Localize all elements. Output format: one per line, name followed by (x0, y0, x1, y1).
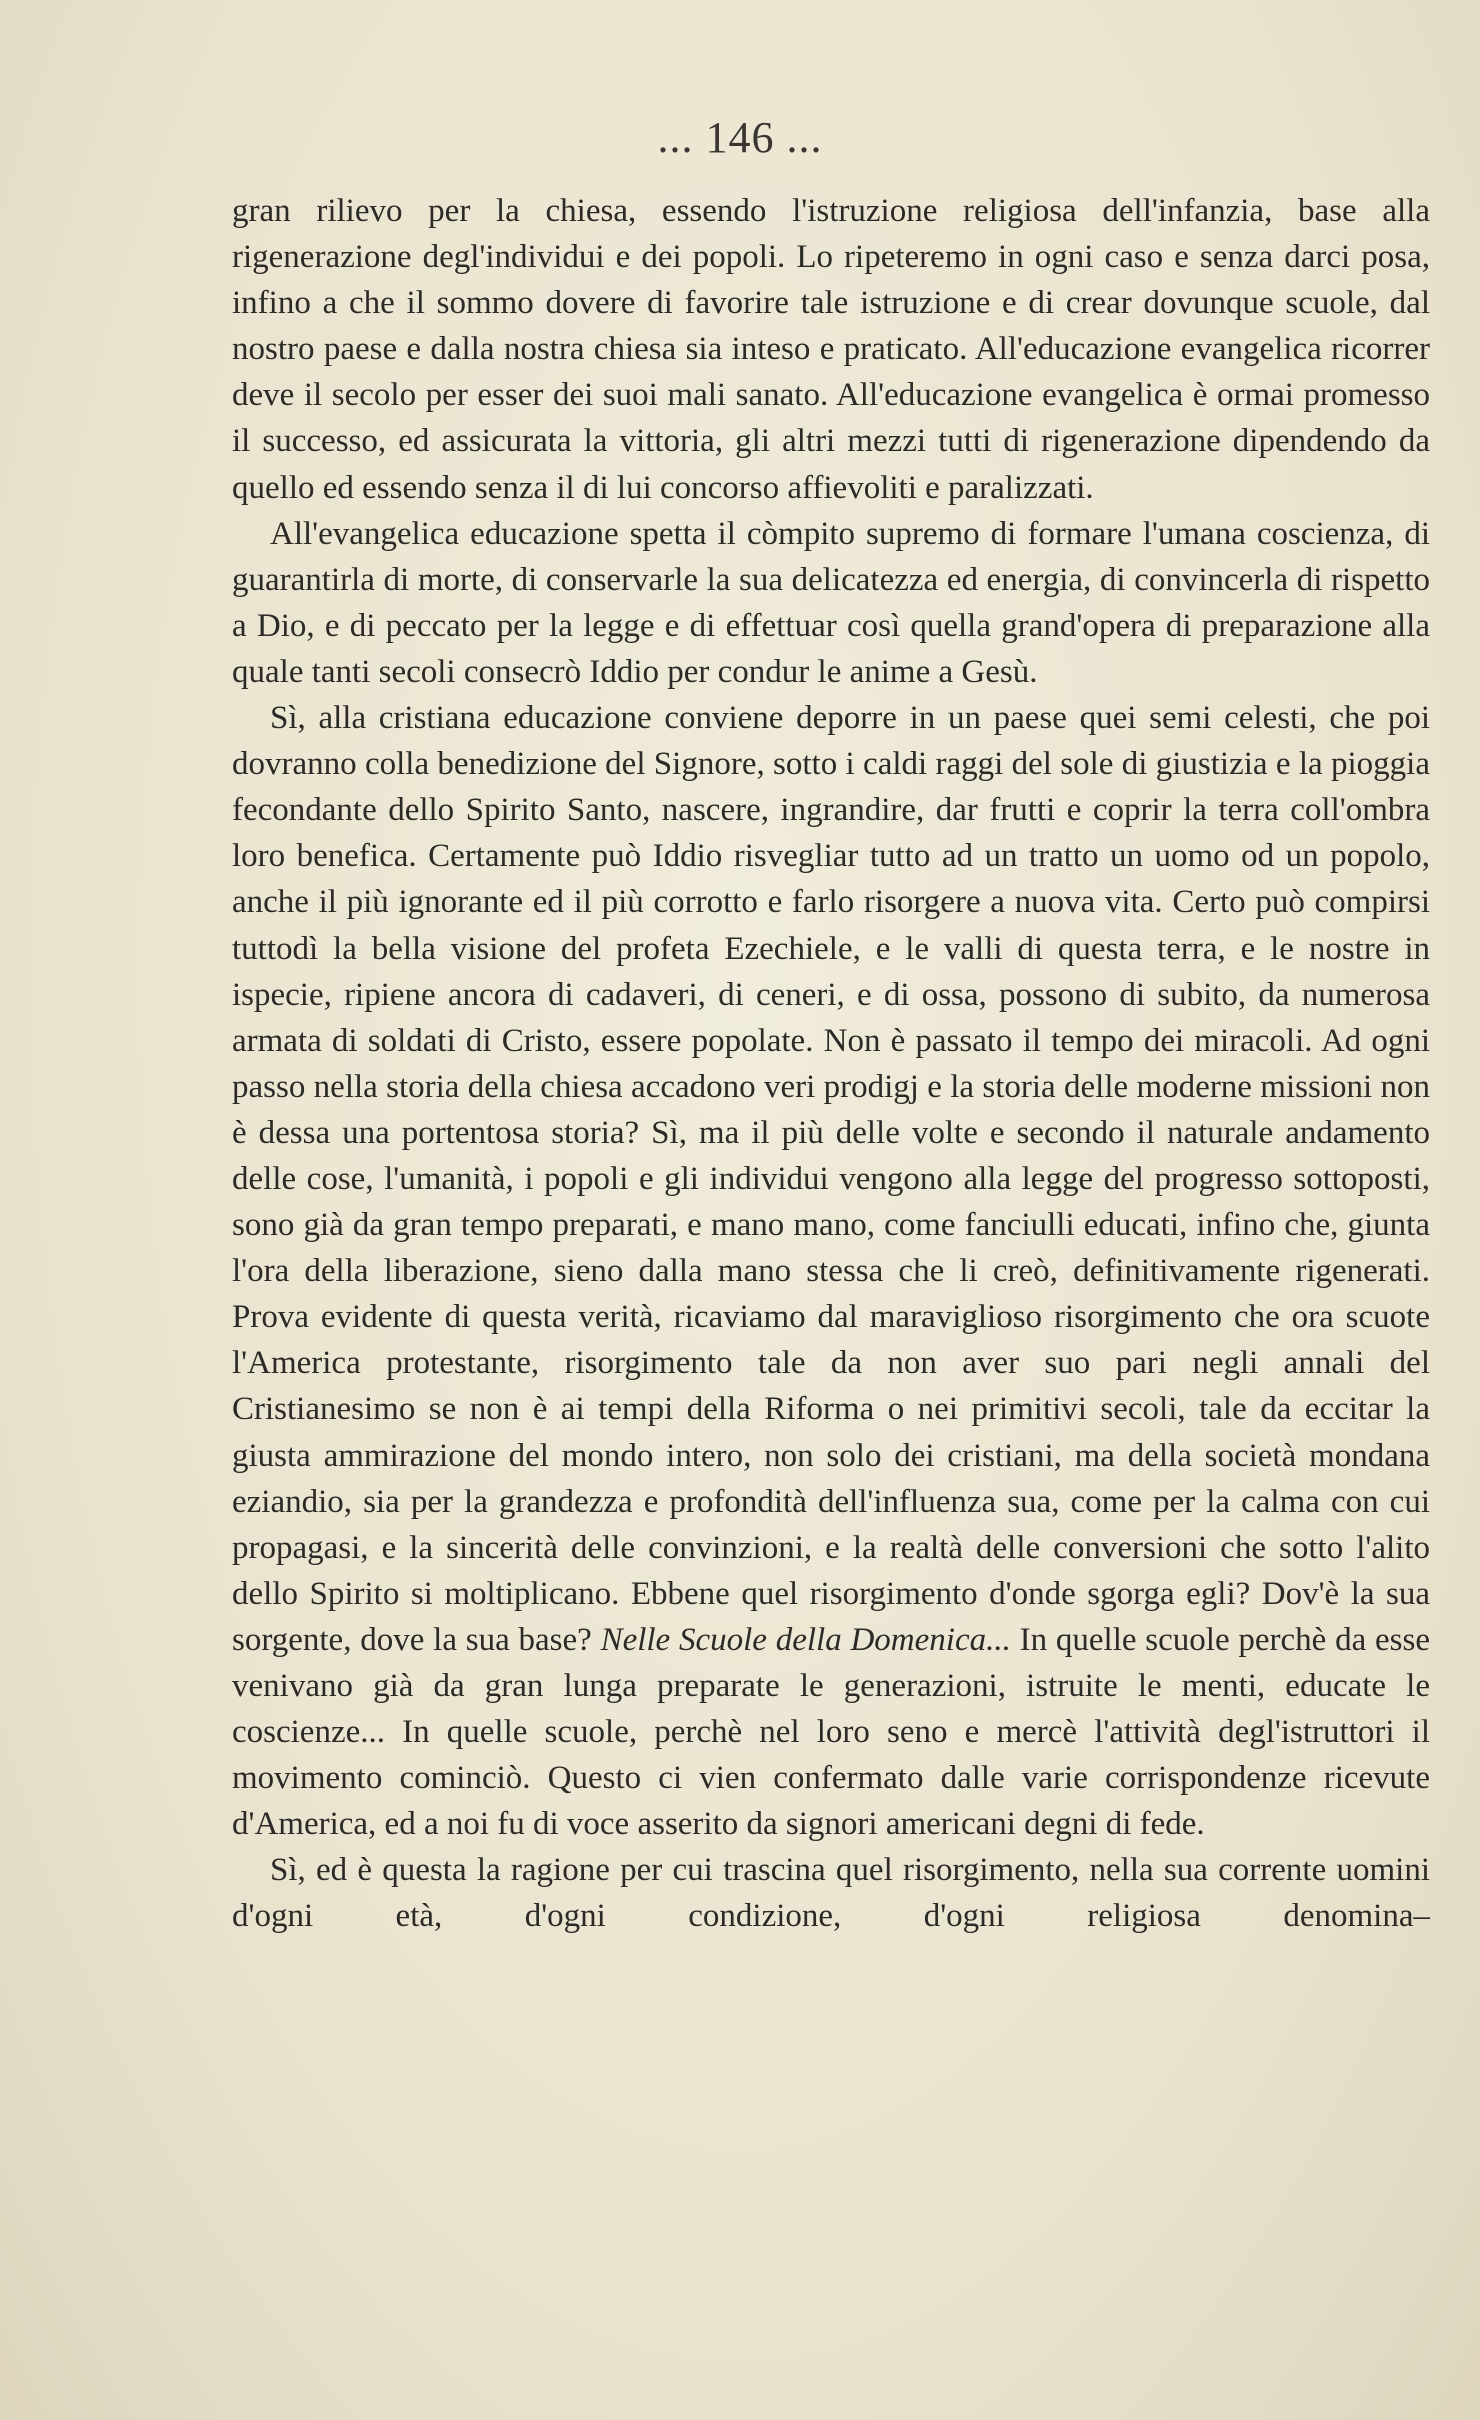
paragraph-text: gran rilievo per la chiesa, essendo l'istruzione religiosa dell'infanzia, base alla rigenerazione degl'individui e dei popoli. Lo ripeteremo in ogni caso e senza darci posa, infino a che il sommo dovere di favorire tale istruzione e di crear dovunque scuole, dal nostro paese e dalla nostra chiesa sia inteso e praticato. All'educazione evangelica ricorrer deve il secolo per esser dei suoi mali sanato. All'educazione evangelica è ormai promesso il successo, ed assicurata la vittoria, gli altri mezzi tutti di rigenerazione dipendendo da quello ed essendo senza il di lui concorso affievoliti e paralizzati. (232, 193, 1430, 506)
paragraph-text: In quelle scuole perchè da esse venivano già da gran lunga preparate le generazioni, istruite le menti, educate le coscienze... In quelle scuole, perchè nel loro seno e mercè l'attività degl'istruttori il movimento cominciò. Questo ci vien confermato dalle varie corrispondenze ricevute d'America, ed a noi fu di voce asserito da signori americani degni di fede. (232, 1621, 1430, 1843)
paragraph (232, 695, 1430, 1847)
italic-emphasis: Nelle Scuole della Domenica... (600, 1621, 1011, 1658)
page-number: ... 146 ... (657, 113, 823, 162)
paragraph-text: Sì, alla cristiana educazione conviene deporre in un paese quei semi celesti, che poi dovranno colla benedizione del Signore, sotto i caldi raggi del sole di giustizia e la pioggia fecondante dello Spirito Santo, nascere, ingrandire, dar frutti e coprir la terra coll'ombra loro benefica. Certamente può Iddio risvegliar tutto ad un tratto un uomo od un popolo, anche il più ignorante ed il più corrotto e farlo risorgere a nuova vita. Certo può compirsi tuttodì la bella visione del profeta Ezechiele, e le valli di questa terra, e le nostre in ispecie, ripiene ancora di cadaveri, di ceneri, e di ossa, possono di subito, da numerosa armata di soldati di Cristo, essere popolate. Non è passato il tempo dei miracoli. Ad ogni passo nella storia della chiesa accadono veri prodigj e la storia delle moderne missioni non è dessa una portentosa storia? Sì, ma il più delle volte e secondo il naturale andamento delle cose, l'umanità, i popoli e gli individui vengono alla legge del progresso sottoposti, sono già da gran tempo preparati, e mano mano, come fanciulli educati, infino che, giunta l'ora della liberazione, sieno dalla mano stessa che li creò, definitivamente rigenerati. Prova evidente di questa verità, ricaviamo dal maraviglioso risorgimento che ora scuote l'America protestante, risorgimento tale da non aver suo pari negli annali del Cristianesimo se non è ai tempi della Riforma o nei primitivi secoli, tale da eccitar la giusta ammirazione del mondo intero, non solo dei cristiani, ma della società mondana eziandio, sia per la grandezza e profondità dell'influenza sua, come per la calma con cui propagasi, e la sincerità delle convinzioni, e la realtà delle conversioni che sotto l'alito dello Spirito si moltiplicano. Ebbene quel risorgimento d'onde sgorga egli? Dov'è la sua sorgente, dove la sua base? (232, 700, 1430, 1658)
body-text (232, 188, 1430, 1940)
paragraph-text: All'evangelica educazione spetta il còmpito supremo di formare l'umana coscienza, di guarantirla di morte, di conservarle la sua delicatezza ed energia, di convincerla di rispetto a Dio, e di peccato per la legge e di effettuar così quella grand'opera di preparazione alla quale tanti secoli consecrò Iddio per condur le anime a Gesù. (232, 515, 1430, 690)
paragraph (232, 188, 1430, 511)
paragraph (232, 511, 1430, 695)
paragraph-text: Sì, ed è questa la ragione per cui trascina quel risorgimento, nella sua corrente uomini d'ogni età, d'ogni condizione, d'ogni religiosa denomina– (232, 1852, 1430, 1935)
paragraph (232, 1847, 1430, 1939)
